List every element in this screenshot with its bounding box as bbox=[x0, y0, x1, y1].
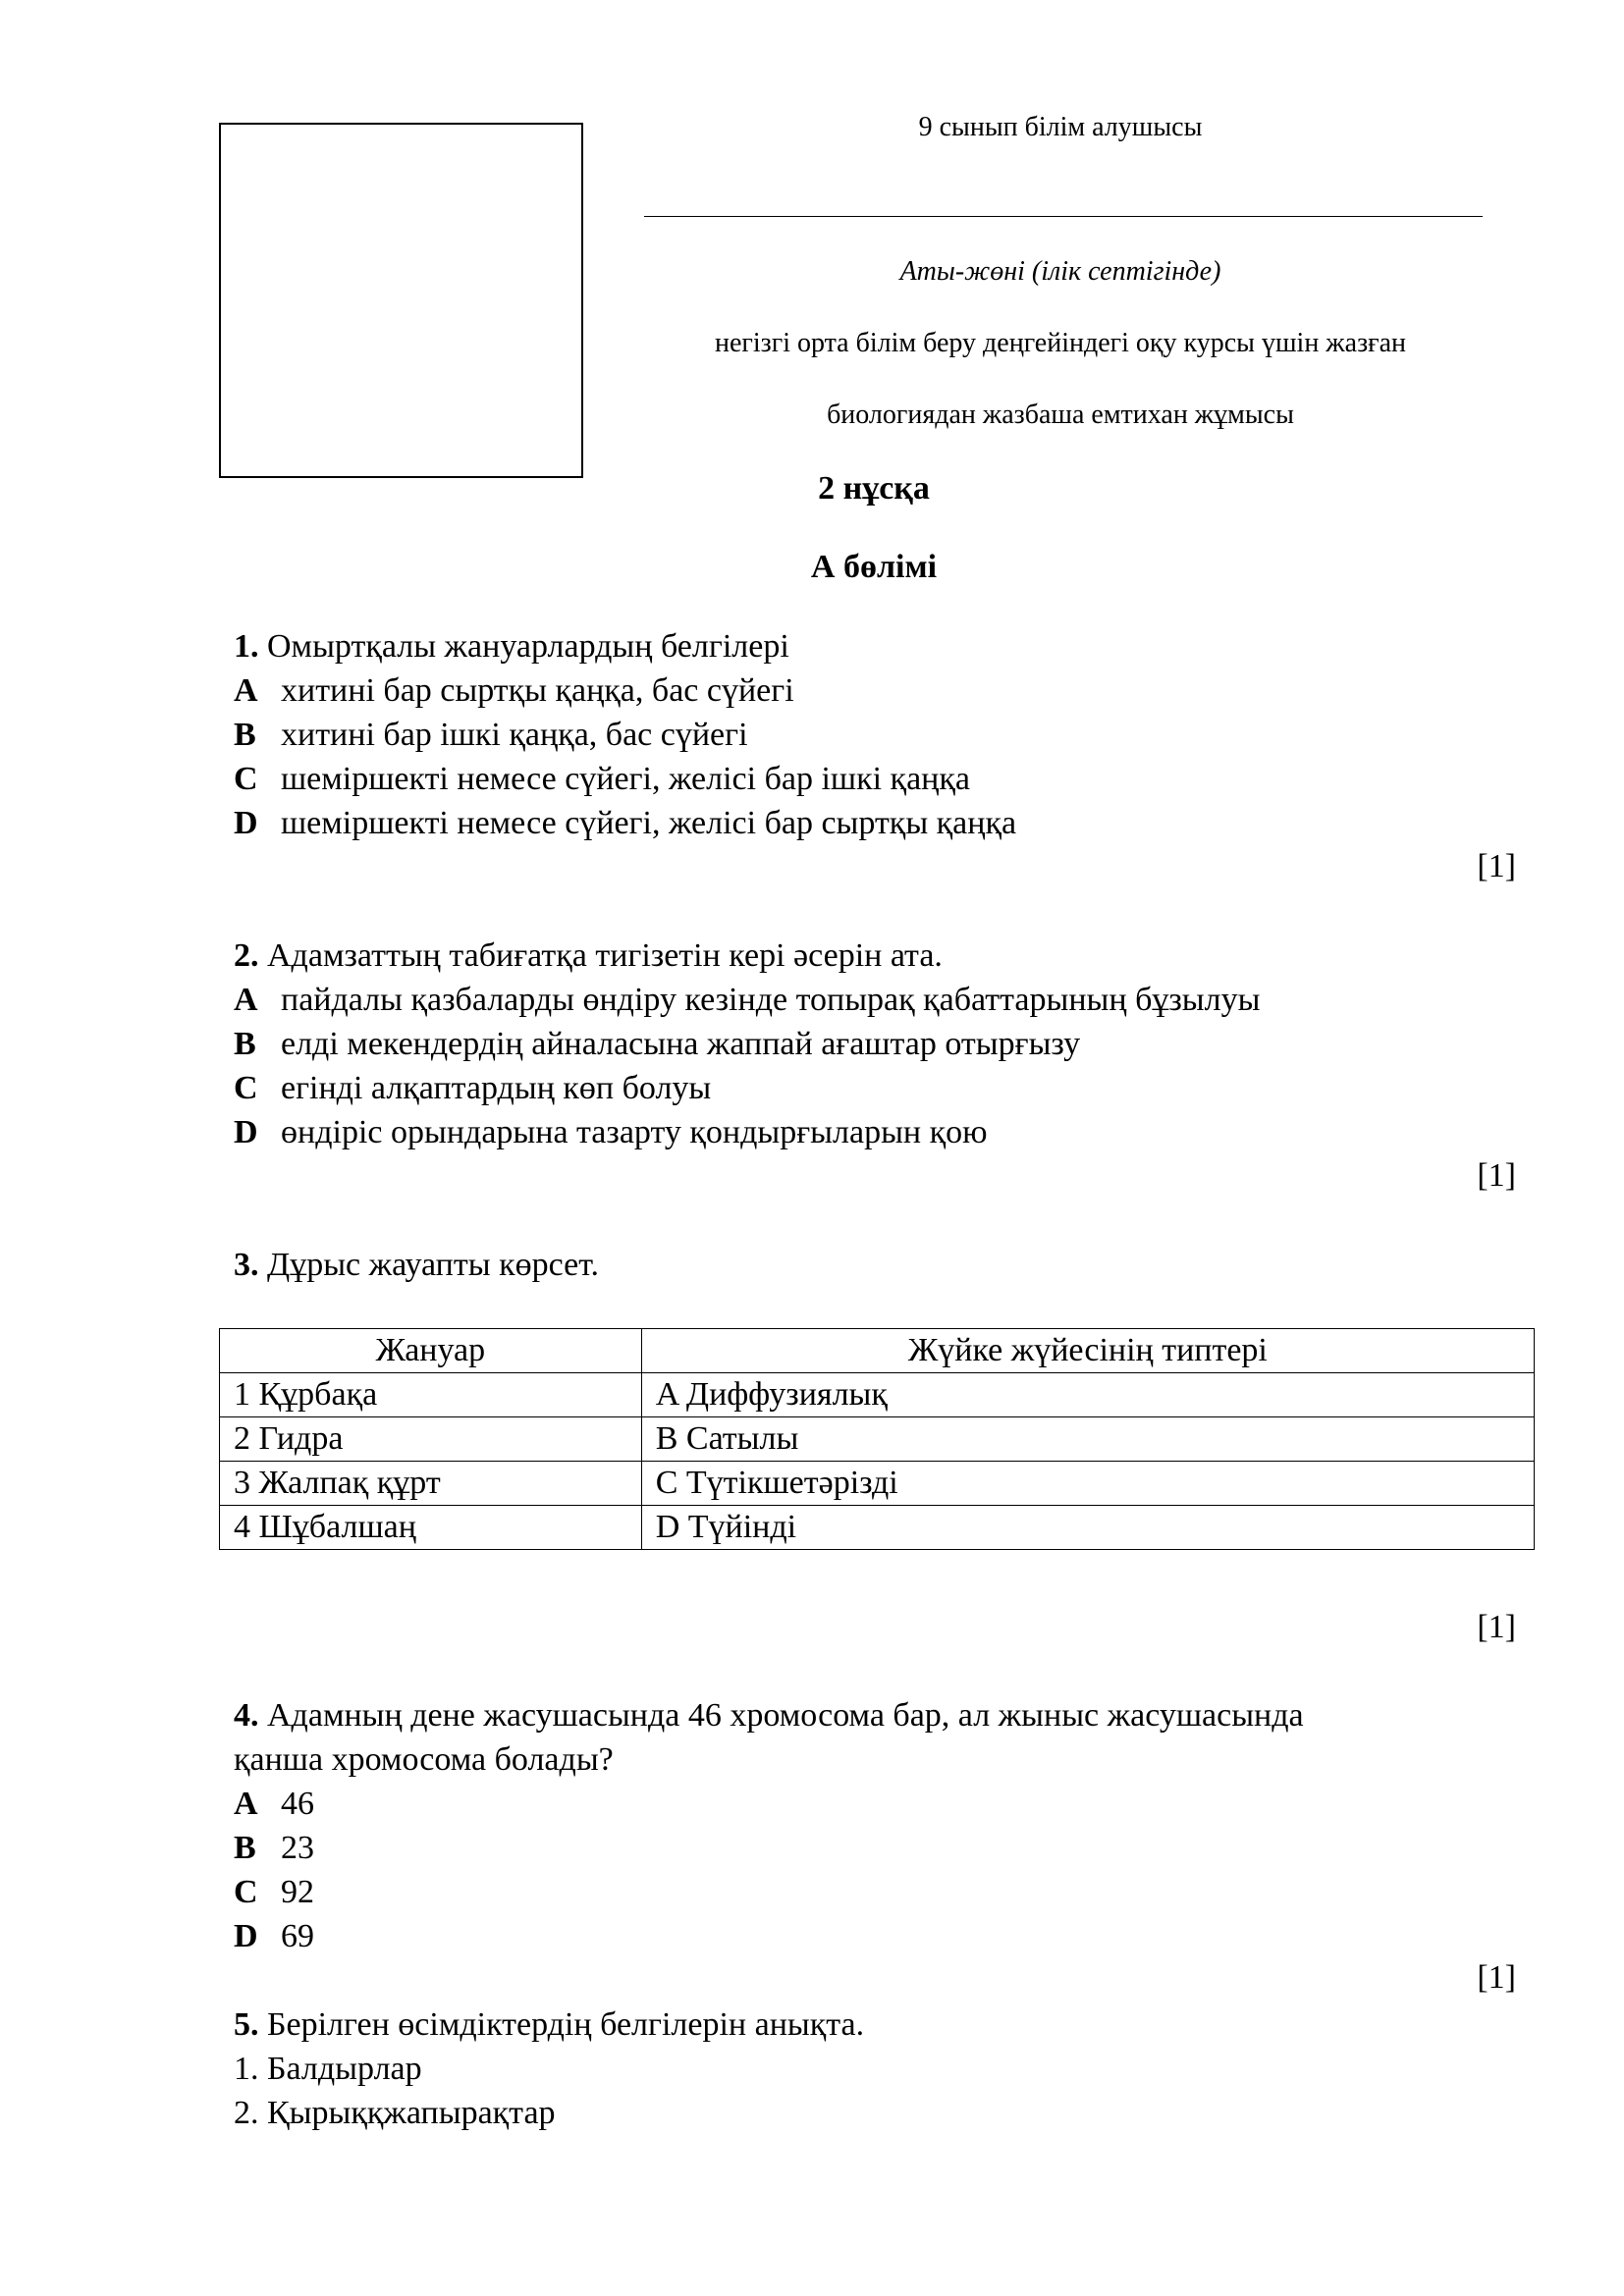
question-text: Омыртқалы жануарлардың белгілері bbox=[267, 628, 789, 665]
question-4-option-b: B 23 bbox=[234, 1830, 314, 1866]
grade-line: 9 сынып білім алушысы bbox=[918, 112, 1203, 142]
name-underline bbox=[644, 216, 1483, 217]
table-header-cell: Жануар bbox=[220, 1329, 642, 1373]
question-text: Дұрыс жауапты көрсет. bbox=[267, 1247, 599, 1283]
table-header-row bbox=[220, 1329, 1535, 1373]
question-text: Адамзаттың табиғатқа тигізетін кері әсерін ата. bbox=[267, 937, 943, 974]
table-cell: A Диффузиялық bbox=[641, 1373, 1534, 1417]
question-text: Берілген өсімдіктердің белгілерін анықта. bbox=[267, 2006, 865, 2043]
question-2-option-b: B елді мекендердің айналасына жаппай ағаштар отырғызу bbox=[234, 1026, 1081, 1062]
question-4-option-c: C 92 bbox=[234, 1874, 314, 1910]
question-5-item-1: 1. Балдырлар bbox=[234, 2051, 422, 2087]
exam-line: биологиядан жазбаша емтихан жұмысы bbox=[827, 400, 1294, 430]
question-4-stem-continued: қанша хромосома болады? bbox=[234, 1741, 614, 1778]
question-3-stem bbox=[234, 1243, 599, 1287]
table-cell: D Түйінді bbox=[641, 1506, 1534, 1550]
course-line: негізгі орта білім беру деңгейіндегі оқу курсы үшін жазған bbox=[714, 328, 1407, 358]
question-number: 3. bbox=[234, 1247, 259, 1283]
table-row bbox=[220, 1506, 1535, 1550]
question-5-item-2: 2. Қырыққжапырақтар bbox=[234, 2095, 556, 2131]
variant-title: 2 нұсқа bbox=[818, 470, 930, 507]
question-number: 5. bbox=[234, 2006, 259, 2043]
table-row bbox=[220, 1462, 1535, 1506]
photo-box bbox=[219, 123, 583, 478]
table-cell: 1 Құрбақа bbox=[220, 1373, 642, 1417]
question-4-stem bbox=[234, 1693, 1304, 1737]
name-caption: Аты-жөні (ілік септігінде) bbox=[899, 256, 1221, 287]
question-4-option-a: A 46 bbox=[234, 1786, 314, 1822]
question-4-score: [1] bbox=[1477, 1959, 1516, 1996]
question-1-score: [1] bbox=[1477, 848, 1516, 884]
matching-table bbox=[219, 1328, 1535, 1550]
question-2-option-c: C егінді алқаптардың көп болуы bbox=[234, 1070, 712, 1106]
question-1-option-d: D шеміршекті немесе сүйегі, желісі бар сыртқы қаңқа bbox=[234, 805, 1017, 841]
question-1-option-c: C шеміршекті немесе сүйегі, желісі бар ішкі қаңқа bbox=[234, 761, 970, 797]
question-1-stem bbox=[234, 624, 789, 668]
question-text: Адамның дене жасушасында 46 хромосома бар, ал жыныс жасушасында bbox=[267, 1697, 1304, 1734]
question-2-option-a: A пайдалы қазбаларды өндіру кезінде топырақ қабаттарының бұзылуы bbox=[234, 982, 1261, 1018]
question-4-option-d: D 69 bbox=[234, 1918, 314, 1954]
question-number: 2. bbox=[234, 937, 259, 974]
table-cell: C Түтікшетәрізді bbox=[641, 1462, 1534, 1506]
question-5-stem bbox=[234, 2002, 864, 2047]
table-cell: 4 Шұбалшаң bbox=[220, 1506, 642, 1550]
question-1-option-b: B хитині бар ішкі қаңқа, бас сүйегі bbox=[234, 717, 748, 753]
question-1-option-a: A хитині бар сыртқы қаңқа, бас сүйегі bbox=[234, 672, 794, 709]
table-cell: 2 Гидра bbox=[220, 1417, 642, 1462]
table-cell: B Сатылы bbox=[641, 1417, 1534, 1462]
section-title: А бөлімі bbox=[810, 549, 938, 585]
question-2-stem bbox=[234, 934, 943, 978]
table-row bbox=[220, 1417, 1535, 1462]
question-2-option-d: D өндіріс орындарына тазарту қондырғыларын қою bbox=[234, 1114, 988, 1150]
question-2-score: [1] bbox=[1477, 1157, 1516, 1194]
table-row bbox=[220, 1373, 1535, 1417]
question-number: 4. bbox=[234, 1697, 259, 1734]
question-number: 1. bbox=[234, 628, 259, 665]
table-header-cell: Жүйке жүйесінің типтері bbox=[641, 1329, 1534, 1373]
question-3-score: [1] bbox=[1477, 1609, 1516, 1645]
table-cell: 3 Жалпақ құрт bbox=[220, 1462, 642, 1506]
